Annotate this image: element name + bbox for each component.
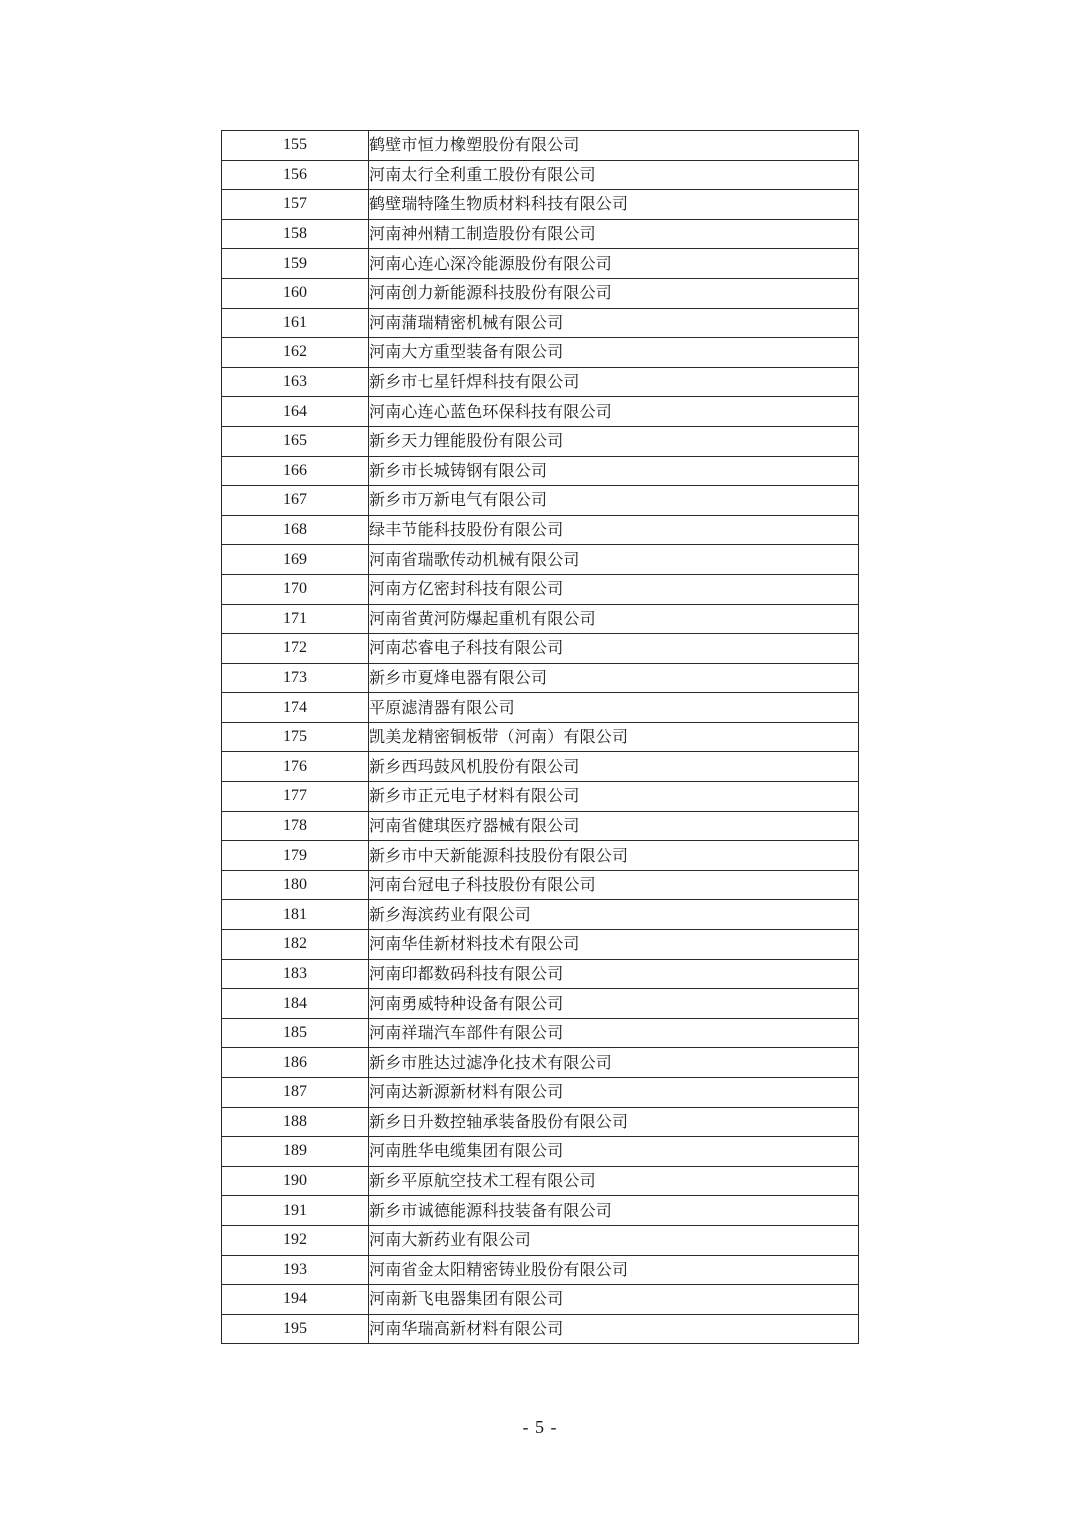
row-number-cell: 183 [222,959,369,989]
row-number-cell: 168 [222,515,369,545]
table-row [222,693,859,723]
company-name-cell: 河南华瑞高新材料有限公司 [369,1314,859,1344]
table-row [222,1196,859,1226]
table-row [222,930,859,960]
table-row [222,1018,859,1048]
company-name-cell: 新乡日升数控轴承装备股份有限公司 [369,1107,859,1137]
row-number-cell: 187 [222,1078,369,1108]
row-number-cell: 156 [222,160,369,190]
row-number-cell: 160 [222,278,369,308]
row-number-cell: 157 [222,190,369,220]
table-row [222,722,859,752]
table-row [222,456,859,486]
company-name-cell: 新乡西玛鼓风机股份有限公司 [369,752,859,782]
table-row [222,663,859,693]
table-row [222,1078,859,1108]
company-name-cell: 河南太行全利重工股份有限公司 [369,160,859,190]
row-number-cell: 178 [222,811,369,841]
company-list-table [221,130,859,1344]
company-name-cell: 河南新飞电器集团有限公司 [369,1285,859,1315]
table-row [222,160,859,190]
company-name-cell: 新乡市长城铸钢有限公司 [369,456,859,486]
row-number-cell: 165 [222,426,369,456]
company-name-cell: 河南大方重型装备有限公司 [369,338,859,368]
company-name-cell: 河南省黄河防爆起重机有限公司 [369,604,859,634]
company-name-cell: 凯美龙精密铜板带（河南）有限公司 [369,722,859,752]
row-number-cell: 194 [222,1285,369,1315]
row-number-cell: 179 [222,841,369,871]
company-name-cell: 新乡市夏烽电器有限公司 [369,663,859,693]
row-number-cell: 155 [222,131,369,161]
row-number-cell: 170 [222,574,369,604]
table-row [222,989,859,1019]
table-row [222,841,859,871]
row-number-cell: 174 [222,693,369,723]
table-row [222,426,859,456]
company-name-cell: 河南方亿密封科技有限公司 [369,574,859,604]
company-name-cell: 新乡市万新电气有限公司 [369,486,859,516]
row-number-cell: 162 [222,338,369,368]
row-number-cell: 186 [222,1048,369,1078]
row-number-cell: 164 [222,397,369,427]
table-row [222,900,859,930]
company-name-cell: 河南省金太阳精密铸业股份有限公司 [369,1255,859,1285]
company-name-cell: 河南省瑞歌传动机械有限公司 [369,545,859,575]
company-name-cell: 鹤壁市恒力橡塑股份有限公司 [369,131,859,161]
table-row [222,1285,859,1315]
company-name-cell: 新乡市正元电子材料有限公司 [369,782,859,812]
table-row [222,1107,859,1137]
table-row [222,1225,859,1255]
company-name-cell: 河南神州精工制造股份有限公司 [369,219,859,249]
company-name-cell: 新乡海滨药业有限公司 [369,900,859,930]
row-number-cell: 163 [222,367,369,397]
table-body [222,131,859,1344]
row-number-cell: 185 [222,1018,369,1048]
table-row [222,959,859,989]
table-row [222,249,859,279]
company-name-cell: 河南大新药业有限公司 [369,1225,859,1255]
company-name-cell: 新乡平原航空技术工程有限公司 [369,1166,859,1196]
row-number-cell: 195 [222,1314,369,1344]
row-number-cell: 166 [222,456,369,486]
company-name-cell: 新乡市中天新能源科技股份有限公司 [369,841,859,871]
table-row [222,604,859,634]
table-row [222,870,859,900]
table-row [222,634,859,664]
row-number-cell: 190 [222,1166,369,1196]
row-number-cell: 175 [222,722,369,752]
row-number-cell: 171 [222,604,369,634]
company-name-cell: 鹤壁瑞特隆生物质材料科技有限公司 [369,190,859,220]
table-row [222,131,859,161]
row-number-cell: 189 [222,1137,369,1167]
table-row [222,782,859,812]
row-number-cell: 188 [222,1107,369,1137]
company-name-cell: 河南蒲瑞精密机械有限公司 [369,308,859,338]
company-name-cell: 河南勇威特种设备有限公司 [369,989,859,1019]
row-number-cell: 169 [222,545,369,575]
company-name-cell: 河南达新源新材料有限公司 [369,1078,859,1108]
company-name-cell: 河南心连心深冷能源股份有限公司 [369,249,859,279]
company-name-cell: 新乡天力锂能股份有限公司 [369,426,859,456]
row-number-cell: 193 [222,1255,369,1285]
row-number-cell: 180 [222,870,369,900]
company-name-cell: 河南芯睿电子科技有限公司 [369,634,859,664]
row-number-cell: 172 [222,634,369,664]
company-name-cell: 河南华佳新材料技术有限公司 [369,930,859,960]
row-number-cell: 176 [222,752,369,782]
table-row [222,219,859,249]
table-row [222,1137,859,1167]
row-number-cell: 158 [222,219,369,249]
row-number-cell: 182 [222,930,369,960]
table-row [222,1166,859,1196]
table-row [222,486,859,516]
company-name-cell: 河南省健琪医疗器械有限公司 [369,811,859,841]
company-name-cell: 河南创力新能源科技股份有限公司 [369,278,859,308]
table-row [222,1048,859,1078]
row-number-cell: 177 [222,782,369,812]
row-number-cell: 173 [222,663,369,693]
table-row [222,397,859,427]
table-row [222,574,859,604]
table-row [222,338,859,368]
table-row [222,811,859,841]
company-name-cell: 河南心连心蓝色环保科技有限公司 [369,397,859,427]
table-row [222,190,859,220]
company-name-cell: 河南胜华电缆集团有限公司 [369,1137,859,1167]
table-row [222,278,859,308]
row-number-cell: 181 [222,900,369,930]
table-row [222,367,859,397]
row-number-cell: 191 [222,1196,369,1226]
table-row [222,752,859,782]
company-name-cell: 平原滤清器有限公司 [369,693,859,723]
company-name-cell: 绿丰节能科技股份有限公司 [369,515,859,545]
table-row [222,515,859,545]
company-name-cell: 河南台冠电子科技股份有限公司 [369,870,859,900]
company-name-cell: 新乡市七星钎焊科技有限公司 [369,367,859,397]
page-number: - 5 - [522,1417,558,1437]
row-number-cell: 161 [222,308,369,338]
row-number-cell: 192 [222,1225,369,1255]
company-name-cell: 新乡市胜达过滤净化技术有限公司 [369,1048,859,1078]
company-name-cell: 河南祥瑞汽车部件有限公司 [369,1018,859,1048]
table-row [222,308,859,338]
company-name-cell: 河南印都数码科技有限公司 [369,959,859,989]
table-row [222,1255,859,1285]
company-name-cell: 新乡市诚德能源科技装备有限公司 [369,1196,859,1226]
table-row [222,1314,859,1344]
row-number-cell: 184 [222,989,369,1019]
row-number-cell: 167 [222,486,369,516]
row-number-cell: 159 [222,249,369,279]
table-row [222,545,859,575]
